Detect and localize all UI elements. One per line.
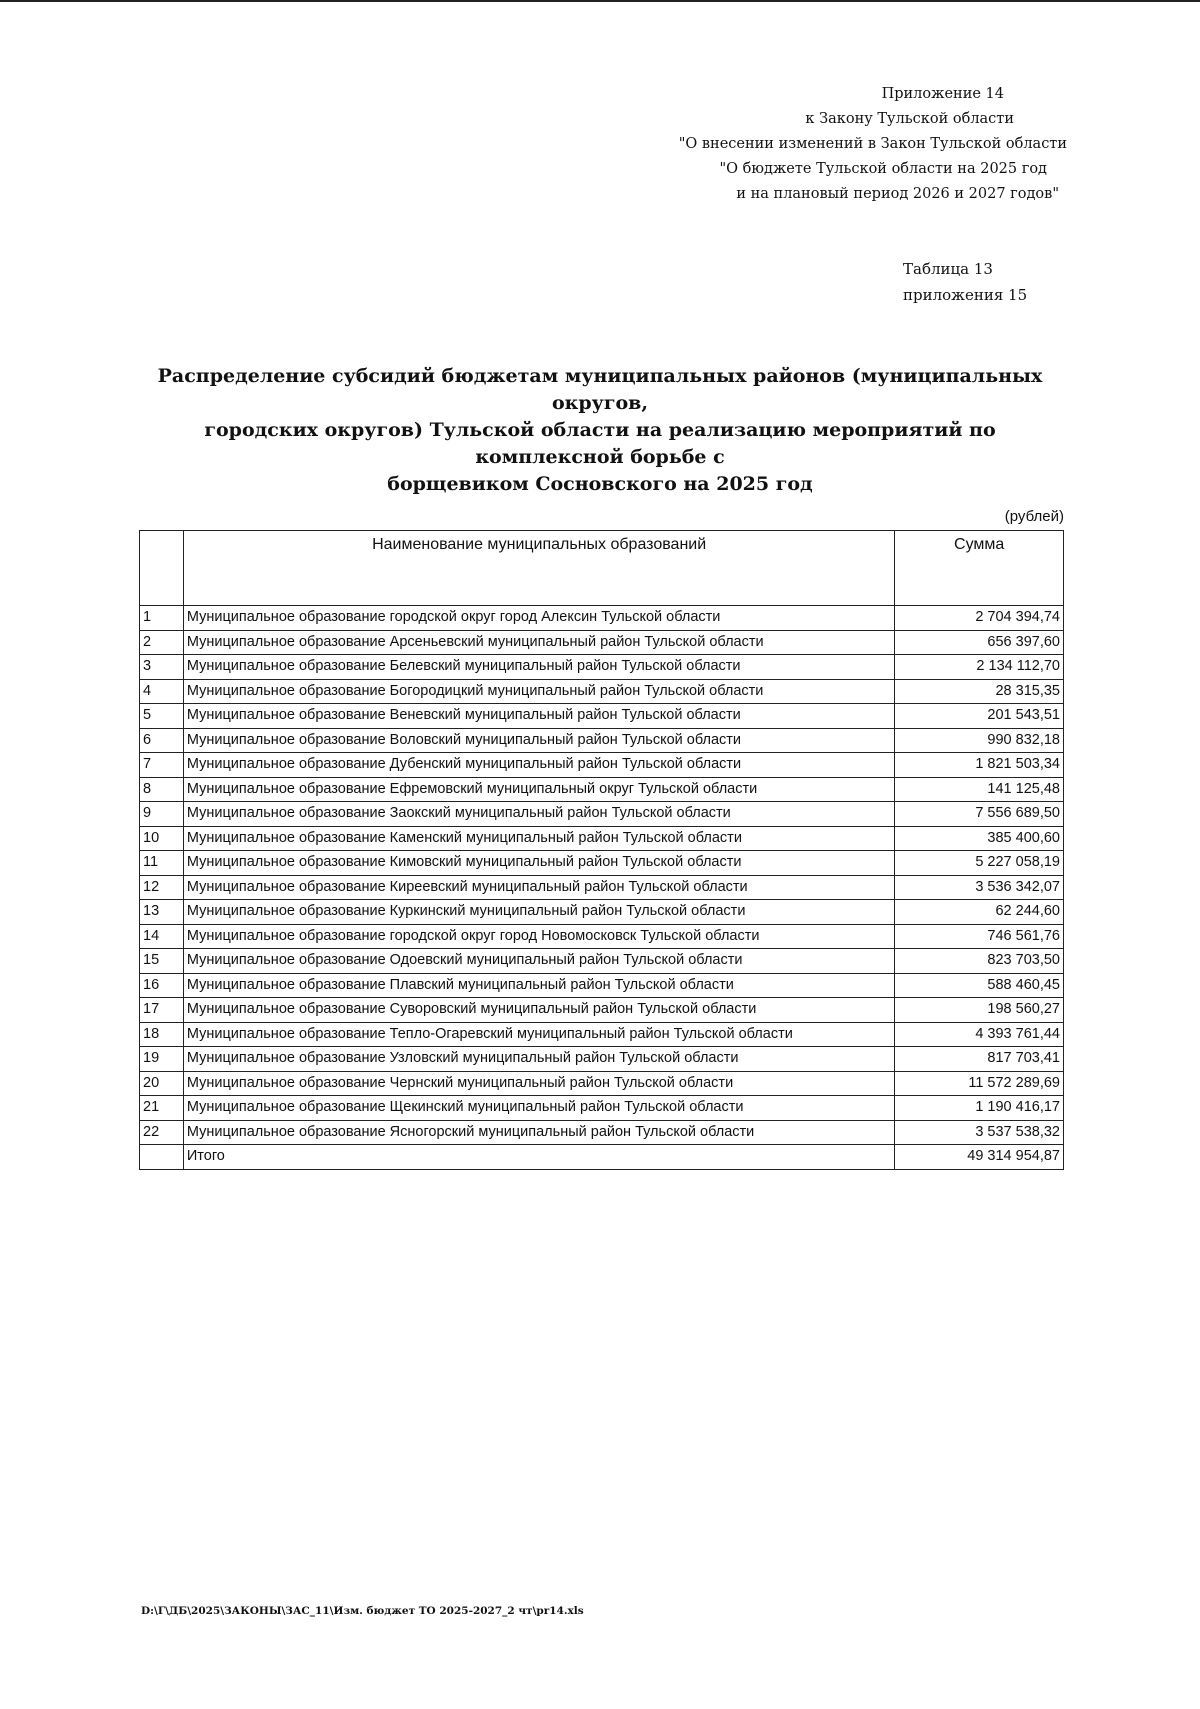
row-number-cell: 17	[140, 998, 184, 1023]
table-row	[140, 606, 1064, 631]
table-row	[140, 728, 1064, 753]
row-sum-cell: 198 560,27	[895, 998, 1064, 1023]
row-name-cell: Муниципальное образование Тепло-Огаревский муниципальный район Тульской области	[183, 1022, 894, 1047]
row-sum-cell: 746 561,76	[895, 924, 1064, 949]
table-row	[140, 802, 1064, 827]
row-name-cell: Муниципальное образование Заокский муниципальный район Тульской области	[183, 802, 894, 827]
row-name-cell: Муниципальное образование Одоевский муниципальный район Тульской области	[183, 949, 894, 974]
table-row	[140, 630, 1064, 655]
row-sum-cell: 7 556 689,50	[895, 802, 1064, 827]
table-reference-line: приложения 15	[903, 286, 1028, 304]
row-name-cell: Муниципальное образование Узловский муниципальный район Тульской области	[183, 1047, 894, 1072]
row-number-cell: 4	[140, 679, 184, 704]
table-row	[140, 1120, 1064, 1145]
row-sum-cell: 141 125,48	[895, 777, 1064, 802]
row-sum-cell: 2 134 112,70	[895, 655, 1064, 680]
table-reference-line: Таблица 13	[903, 260, 993, 278]
appendix-line: "О бюджете Тульской области на 2025 год	[719, 161, 1047, 177]
row-name-cell: Муниципальное образование Веневский муниципальный район Тульской области	[183, 704, 894, 729]
total-label-cell: Итого	[183, 1145, 894, 1170]
row-number-cell: 3	[140, 655, 184, 680]
table-row	[140, 1071, 1064, 1096]
row-sum-cell: 823 703,50	[895, 949, 1064, 974]
top-border-line	[0, 0, 1200, 2]
table-row	[140, 998, 1064, 1023]
table-row	[140, 753, 1064, 778]
title-line: городских округов) Тульской области на реализацию мероприятий по комплексной борьбе с	[204, 419, 996, 468]
row-number-cell: 10	[140, 826, 184, 851]
row-sum-cell: 588 460,45	[895, 973, 1064, 998]
header-sum: Сумма	[895, 531, 1064, 606]
row-sum-cell: 4 393 761,44	[895, 1022, 1064, 1047]
table-row	[140, 777, 1064, 802]
row-sum-cell: 5 227 058,19	[895, 851, 1064, 876]
table-row	[140, 949, 1064, 974]
row-number-cell: 18	[140, 1022, 184, 1047]
row-name-cell: Муниципальное образование городской округ город Новомосковск Тульской области	[183, 924, 894, 949]
file-path-footer: D:\Г\ДБ\2025\ЗАКОНЫ\ЗАС_11\Изм. бюджет ТО 2025-2027_2 чт\pr14.xls	[141, 1605, 584, 1617]
row-sum-cell: 3 536 342,07	[895, 875, 1064, 900]
table-row	[140, 679, 1064, 704]
row-sum-cell: 11 572 289,69	[895, 1071, 1064, 1096]
table-row	[140, 1047, 1064, 1072]
row-name-cell: Муниципальное образование Суворовский муниципальный район Тульской области	[183, 998, 894, 1023]
row-name-cell: Муниципальное образование Богородицкий муниципальный район Тульской области	[183, 679, 894, 704]
row-sum-cell: 817 703,41	[895, 1047, 1064, 1072]
appendix-line: "О внесении изменений в Закон Тульской области	[678, 136, 1067, 152]
row-name-cell: Муниципальное образование Воловский муниципальный район Тульской области	[183, 728, 894, 753]
row-sum-cell: 62 244,60	[895, 900, 1064, 925]
row-sum-cell: 1 821 503,34	[895, 753, 1064, 778]
row-number-cell: 1	[140, 606, 184, 631]
table-row	[140, 826, 1064, 851]
row-number-cell: 7	[140, 753, 184, 778]
total-row	[140, 1145, 1064, 1170]
row-sum-cell: 3 537 538,32	[895, 1120, 1064, 1145]
table-row	[140, 1022, 1064, 1047]
appendix-line: и на плановый период 2026 и 2027 годов"	[736, 186, 1059, 202]
row-number-cell: 2	[140, 630, 184, 655]
row-sum-cell: 201 543,51	[895, 704, 1064, 729]
row-number-cell: 8	[140, 777, 184, 802]
appendix-line: к Закону Тульской области	[805, 111, 1014, 127]
document-title	[130, 363, 1070, 498]
row-number-cell: 21	[140, 1096, 184, 1121]
title-line: борщевиком Сосновского на 2025 год	[387, 473, 813, 495]
table-header-row	[140, 531, 1064, 606]
table-row	[140, 900, 1064, 925]
table-row	[140, 924, 1064, 949]
row-number-cell: 12	[140, 875, 184, 900]
total-sum-cell: 49 314 954,87	[895, 1145, 1064, 1170]
row-number-cell: 13	[140, 900, 184, 925]
row-number-cell: 5	[140, 704, 184, 729]
table-row	[140, 704, 1064, 729]
table-row	[140, 875, 1064, 900]
row-name-cell: Муниципальное образование Кимовский муниципальный район Тульской области	[183, 851, 894, 876]
row-sum-cell: 28 315,35	[895, 679, 1064, 704]
table-row	[140, 973, 1064, 998]
row-sum-cell: 1 190 416,17	[895, 1096, 1064, 1121]
row-name-cell: Муниципальное образование Куркинский муниципальный район Тульской области	[183, 900, 894, 925]
table-row	[140, 655, 1064, 680]
appendix-line: Приложение 14	[881, 86, 1004, 102]
row-name-cell: Муниципальное образование Киреевский муниципальный район Тульской области	[183, 875, 894, 900]
row-name-cell: Муниципальное образование Белевский муниципальный район Тульской области	[183, 655, 894, 680]
table-row	[140, 851, 1064, 876]
row-name-cell: Муниципальное образование Арсеньевский муниципальный район Тульской области	[183, 630, 894, 655]
row-name-cell: Муниципальное образование Щекинский муниципальный район Тульской области	[183, 1096, 894, 1121]
row-name-cell: Муниципальное образование Чернский муниципальный район Тульской области	[183, 1071, 894, 1096]
row-number-cell: 6	[140, 728, 184, 753]
title-line: Распределение субсидий бюджетам муниципальных районов (муниципальных округов,	[157, 365, 1043, 414]
row-name-cell: Муниципальное образование Плавский муниципальный район Тульской области	[183, 973, 894, 998]
row-number-cell: 9	[140, 802, 184, 827]
row-sum-cell: 2 704 394,74	[895, 606, 1064, 631]
subsidy-table	[139, 530, 1064, 1170]
row-name-cell: Муниципальное образование Каменский муниципальный район Тульской области	[183, 826, 894, 851]
row-name-cell: Муниципальное образование Дубенский муниципальный район Тульской области	[183, 753, 894, 778]
row-name-cell: Муниципальное образование Ефремовский муниципальный округ Тульской области	[183, 777, 894, 802]
row-number-cell: 19	[140, 1047, 184, 1072]
row-sum-cell: 385 400,60	[895, 826, 1064, 851]
row-number-cell: 22	[140, 1120, 184, 1145]
table-body	[140, 606, 1064, 1170]
row-name-cell: Муниципальное образование Ясногорский муниципальный район Тульской области	[183, 1120, 894, 1145]
row-number-cell: 15	[140, 949, 184, 974]
header-name: Наименование муниципальных образований	[183, 531, 894, 606]
appendix-header	[679, 82, 1067, 207]
table-reference	[903, 256, 1027, 308]
row-number-cell: 16	[140, 973, 184, 998]
table-row	[140, 1096, 1064, 1121]
unit-label: (рублей)	[1004, 508, 1064, 525]
total-number-cell	[140, 1145, 184, 1170]
row-number-cell: 20	[140, 1071, 184, 1096]
row-sum-cell: 656 397,60	[895, 630, 1064, 655]
row-number-cell: 11	[140, 851, 184, 876]
row-name-cell: Муниципальное образование городской округ город Алексин Тульской области	[183, 606, 894, 631]
row-sum-cell: 990 832,18	[895, 728, 1064, 753]
row-number-cell: 14	[140, 924, 184, 949]
header-num	[140, 531, 184, 606]
